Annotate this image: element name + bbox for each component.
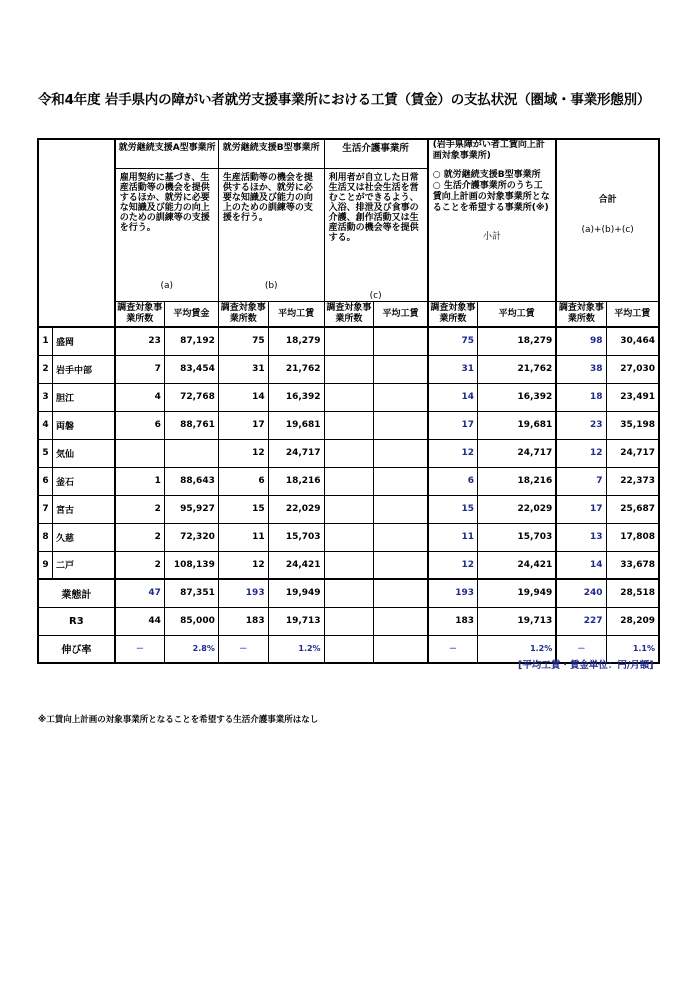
summary-d_n: 193 (428, 579, 478, 607)
cell-a_v (164, 439, 218, 467)
summary-d_v: 19,713 (477, 607, 556, 635)
sub-avg-d: 平均工賃 (477, 302, 556, 328)
summary-b_v: 1.2% (268, 635, 324, 663)
summary-d_n: 183 (428, 607, 478, 635)
cell-b_n: 75 (218, 327, 268, 355)
cell-b_n: 14 (218, 383, 268, 411)
cell-c_n (324, 551, 374, 579)
summary-t_v: 1.1% (606, 635, 659, 663)
cell-b_n: 17 (218, 411, 268, 439)
cell-c_n (324, 495, 374, 523)
cell-a_v: 108,139 (164, 551, 218, 579)
summary-c_v (374, 607, 428, 635)
table-row (38, 467, 659, 495)
row-no: 1 (38, 327, 53, 355)
summary-t_n: 227 (556, 607, 606, 635)
cell-t_v: 23,491 (606, 383, 659, 411)
header-c-name: 生活介護事業所 (324, 139, 428, 169)
cell-a_n: 2 (115, 551, 165, 579)
summary-b_v: 19,949 (268, 579, 324, 607)
page-title: 令和4年度 岩手県内の障がい者就労支援事業所における工賃（賃金）の支払状況（圏域・事業形態別） (38, 92, 651, 108)
table-row (38, 327, 659, 355)
row-area: 二戸 (53, 551, 115, 579)
cell-a_n: 2 (115, 495, 165, 523)
cell-c_v (374, 467, 428, 495)
cell-d_n: 14 (428, 383, 478, 411)
header-b-name: 就労継続支援B型事業所 (218, 139, 324, 169)
summary-c_n (324, 635, 374, 663)
cell-t_n: 7 (556, 467, 606, 495)
cell-a_v: 87,192 (164, 327, 218, 355)
summary-b_v: 19,713 (268, 607, 324, 635)
cell-d_n: 75 (428, 327, 478, 355)
cell-t_n: 23 (556, 411, 606, 439)
cell-a_v: 95,927 (164, 495, 218, 523)
cell-t_v: 30,464 (606, 327, 659, 355)
sub-count-d: 調査対象事業所数 (428, 302, 478, 328)
cell-b_v: 18,279 (268, 327, 324, 355)
summary-t_n: 240 (556, 579, 606, 607)
row-area: 気仙 (53, 439, 115, 467)
header-d-desc2: ○ 生活介護事業所のうち工賃向上計画の対象事業所となることを希望する事業所(※) (432, 181, 550, 213)
cell-t_v: 27,030 (606, 355, 659, 383)
header-c-desc: 利用者が自立した日常生活又は社会生活を営むことができるよう、入浴、排泄及び食事の介護、創作活動又は生産活動の機会等を提供する。 (328, 173, 419, 243)
header-a-desc-cell (115, 169, 219, 302)
table-row (38, 383, 659, 411)
cell-t_n: 18 (556, 383, 606, 411)
summary-t_n: － (556, 635, 606, 663)
cell-d_v: 24,717 (477, 439, 556, 467)
footnote: ※工賃向上計画の対象事業所となることを希望する生活介護事業所はなし (38, 715, 319, 725)
row-area: 宮古 (53, 495, 115, 523)
cell-a_v: 88,761 (164, 411, 218, 439)
summary-t_v: 28,209 (606, 607, 659, 635)
cell-t_n: 38 (556, 355, 606, 383)
header-d-cell (428, 139, 557, 302)
row-no: 5 (38, 439, 53, 467)
cell-b_v: 15,703 (268, 523, 324, 551)
row-area: 胆江 (53, 383, 115, 411)
header-d-desc1: ○ 就労継続支援B型事業所 (432, 170, 541, 180)
summary-a_v: 87,351 (164, 579, 218, 607)
cell-b_v: 19,681 (268, 411, 324, 439)
cell-t_v: 35,198 (606, 411, 659, 439)
cell-b_v: 22,029 (268, 495, 324, 523)
cell-t_n: 13 (556, 523, 606, 551)
summary-label: 伸び率 (38, 635, 115, 663)
sub-count-a: 調査対象事業所数 (115, 302, 165, 328)
cell-c_v (374, 551, 428, 579)
sub-count-b: 調査対象事業所数 (218, 302, 268, 328)
cell-d_v: 15,703 (477, 523, 556, 551)
header-total-name: 合計 (598, 195, 617, 205)
cell-d_n: 15 (428, 495, 478, 523)
summary-c_v (374, 579, 428, 607)
cell-b_n: 11 (218, 523, 268, 551)
cell-t_v: 17,808 (606, 523, 659, 551)
cell-c_v (374, 355, 428, 383)
cell-b_n: 12 (218, 551, 268, 579)
cell-d_n: 12 (428, 551, 478, 579)
cell-d_n: 6 (428, 467, 478, 495)
cell-c_v (374, 439, 428, 467)
summary-c_v (374, 635, 428, 663)
cell-t_v: 24,717 (606, 439, 659, 467)
unit-note: [平均工賃・賃金単位：円/月額] (518, 660, 654, 671)
header-c-desc-cell (324, 169, 428, 302)
header-b-mark: (b) (264, 281, 278, 291)
cell-b_v: 21,762 (268, 355, 324, 383)
cell-d_n: 12 (428, 439, 478, 467)
wage-table (37, 138, 660, 664)
header-a-desc: 雇用契約に基づき、生産活動等の機会を提供するほか、就労に必要な知識及び能力の向上のための訓練等の支援を行う。 (119, 173, 210, 233)
sub-avg-c: 平均工賃 (374, 302, 428, 328)
cell-t_n: 14 (556, 551, 606, 579)
cell-b_v: 18,216 (268, 467, 324, 495)
cell-d_v: 16,392 (477, 383, 556, 411)
summary-label: R3 (38, 607, 115, 635)
row-area: 両磐 (53, 411, 115, 439)
row-area: 盛岡 (53, 327, 115, 355)
header-c-mark: (c) (369, 291, 382, 301)
cell-b_v: 24,717 (268, 439, 324, 467)
row-area: 久慈 (53, 523, 115, 551)
cell-a_v: 72,768 (164, 383, 218, 411)
table-row (38, 551, 659, 579)
sub-avg-b: 平均工賃 (268, 302, 324, 328)
cell-b_n: 12 (218, 439, 268, 467)
table-row (38, 411, 659, 439)
cell-t_v: 33,678 (606, 551, 659, 579)
sub-avg-a: 平均賃金 (164, 302, 218, 328)
summary-a_n: 47 (115, 579, 165, 607)
header-d-name: (岩手県障がい者工賃向上計画対象事業所) (432, 140, 545, 161)
row-area: 岩手中部 (53, 355, 115, 383)
row-no: 2 (38, 355, 53, 383)
summary-c_n (324, 607, 374, 635)
row-no: 6 (38, 467, 53, 495)
cell-d_v: 18,216 (477, 467, 556, 495)
summary-c_n (324, 579, 374, 607)
cell-d_n: 11 (428, 523, 478, 551)
summary-b_n: 183 (218, 607, 268, 635)
summary-t_v: 28,518 (606, 579, 659, 607)
cell-a_n: 1 (115, 467, 165, 495)
table-row (38, 495, 659, 523)
cell-a_n: 6 (115, 411, 165, 439)
row-no: 4 (38, 411, 53, 439)
summary-b_n: － (218, 635, 268, 663)
cell-d_n: 31 (428, 355, 478, 383)
summary-d_n: － (428, 635, 478, 663)
summary-d_v: 19,949 (477, 579, 556, 607)
cell-b_n: 31 (218, 355, 268, 383)
cell-c_n (324, 355, 374, 383)
cell-c_v (374, 523, 428, 551)
cell-a_v: 88,643 (164, 467, 218, 495)
cell-t_n: 12 (556, 439, 606, 467)
row-no: 3 (38, 383, 53, 411)
summary-a_v: 85,000 (164, 607, 218, 635)
summary-a_n: － (115, 635, 165, 663)
summary-a_n: 44 (115, 607, 165, 635)
header-total-formula: (a)+(b)+(c) (581, 225, 634, 235)
cell-d_n: 17 (428, 411, 478, 439)
cell-a_n (115, 439, 165, 467)
cell-a_v: 72,320 (164, 523, 218, 551)
cell-c_v (374, 383, 428, 411)
cell-a_n: 4 (115, 383, 165, 411)
cell-b_v: 16,392 (268, 383, 324, 411)
summary-d_v: 1.2% (477, 635, 556, 663)
table-row (38, 523, 659, 551)
cell-t_n: 98 (556, 327, 606, 355)
summary-row (38, 607, 659, 635)
summary-label: 業態計 (38, 579, 115, 607)
corner-cell (38, 139, 115, 327)
cell-c_n (324, 411, 374, 439)
sub-avg-total: 平均工賃 (606, 302, 659, 328)
header-a-mark: (a) (160, 281, 174, 291)
header-total-cell (556, 139, 659, 302)
cell-c_v (374, 327, 428, 355)
cell-c_n (324, 439, 374, 467)
summary-b_n: 193 (218, 579, 268, 607)
row-no: 8 (38, 523, 53, 551)
cell-d_v: 22,029 (477, 495, 556, 523)
sub-count-total: 調査対象事業所数 (556, 302, 606, 328)
header-a-name: 就労継続支援A型事業所 (115, 139, 219, 169)
summary-row (38, 579, 659, 607)
header-d-mark: 小計 (482, 232, 501, 242)
cell-d_v: 21,762 (477, 355, 556, 383)
cell-c_n (324, 467, 374, 495)
cell-a_n: 2 (115, 523, 165, 551)
row-no: 9 (38, 551, 53, 579)
cell-d_v: 18,279 (477, 327, 556, 355)
cell-b_n: 15 (218, 495, 268, 523)
cell-d_v: 19,681 (477, 411, 556, 439)
sub-count-c: 調査対象事業所数 (324, 302, 374, 328)
cell-c_v (374, 495, 428, 523)
cell-c_n (324, 383, 374, 411)
cell-b_v: 24,421 (268, 551, 324, 579)
cell-b_n: 6 (218, 467, 268, 495)
cell-a_n: 23 (115, 327, 165, 355)
cell-t_v: 22,373 (606, 467, 659, 495)
table-row (38, 355, 659, 383)
cell-a_v: 83,454 (164, 355, 218, 383)
header-b-desc: 生産活動等の機会を提供するほか、就労に必要な知識及び能力の向上のための訓練等の支援を行う。 (222, 173, 313, 223)
cell-t_n: 17 (556, 495, 606, 523)
row-no: 7 (38, 495, 53, 523)
cell-c_n (324, 523, 374, 551)
row-area: 釜石 (53, 467, 115, 495)
cell-c_v (374, 411, 428, 439)
cell-d_v: 24,421 (477, 551, 556, 579)
table-row (38, 439, 659, 467)
summary-a_v: 2.8% (164, 635, 218, 663)
cell-c_n (324, 327, 374, 355)
cell-a_n: 7 (115, 355, 165, 383)
header-b-desc-cell (218, 169, 324, 302)
cell-t_v: 25,687 (606, 495, 659, 523)
